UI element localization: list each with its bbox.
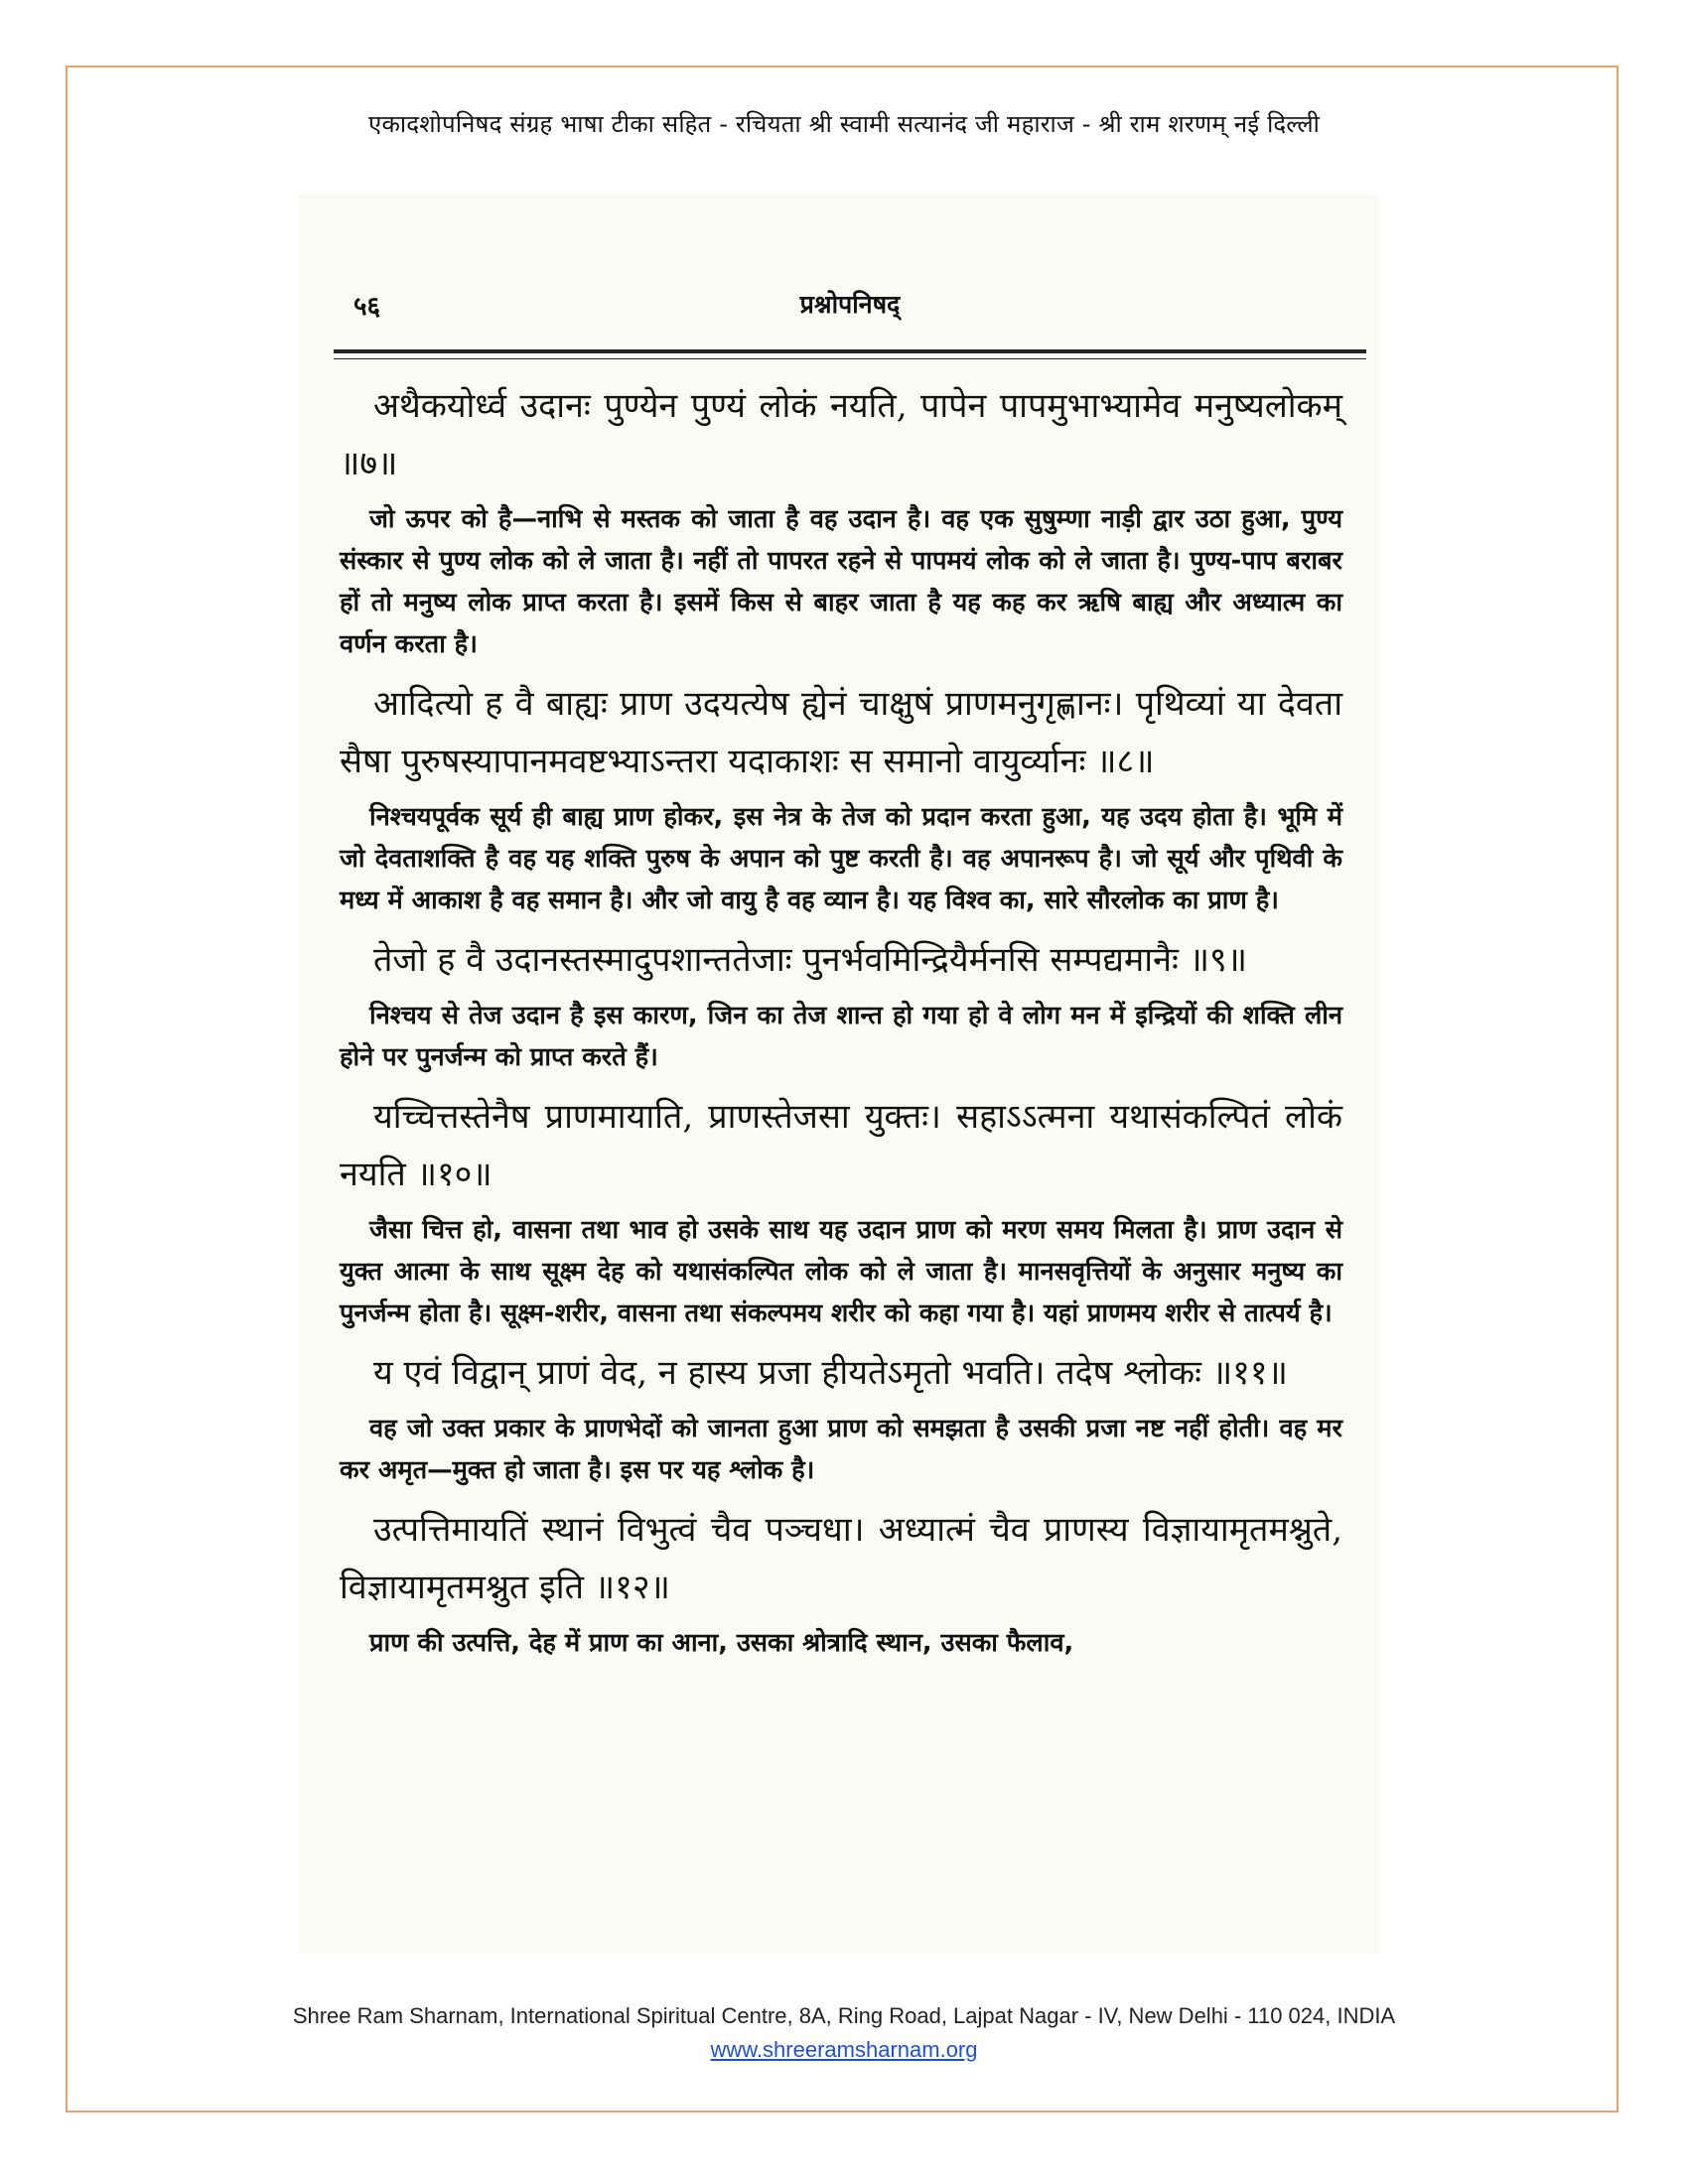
verse-paragraph: आदित्यो ह वै बाह्यः प्राण उदयत्येष ह्येनं चाक्षुषं प्राणमनुगृह्णानः। पृथिव्यां या देवता सैषा पुरुषस्यापानमवष्टभ्याऽन्तरा यदाकाशः स समानो वायुर्व्यानः ॥८॥ [340, 684, 1342, 781]
page-body [340, 377, 1342, 1674]
verse-paragraph: यच्चित्तस्तेनैष प्राणमायाति, प्राणस्तेजसा युक्तः। सहाऽऽत्मना यथासंकल्पितं लोकं नयति ॥१०॥ [340, 1097, 1342, 1194]
verse-paragraph: अथैकयोर्ध्व उदानः पुण्येन पुण्यं लोकं नयति, पापेन पापमुभाभ्यामेव मनुष्यलोकम् ॥७॥ [340, 386, 1342, 483]
website-link[interactable]: www.shreeramsharnam.org [710, 2037, 978, 2062]
commentary-paragraph: जो ऊपर को है—नाभि से मस्तक को जाता है वह उदान है। वह एक सुषुम्णा नाड़ी द्वार उठा हुआ, पुण्य संस्कार से पुण्य लोक को ले जाता है। नहीं तो पापरत रहने से पापमयं लोक को ले जाता है। पुण्य-पाप बराबर हों तो मनुष्य लोक प्राप्त करता है। इसमें किस से बाहर जाता है यह कह कर ऋषि बाह्य और अध्यात्म का वर्णन करता है। [340, 504, 1342, 659]
verse-paragraph: य एवं विद्वान् प्राणं वेद, न हास्य प्रजा हीयतेऽमृतो भवति। तदेष श्लोकः ॥११॥ [373, 1353, 1288, 1393]
verse-paragraph: तेजो ह वै उदानस्तस्मादुपशान्ततेजाः पुनर्भवमिन्द्रियैर्मनसि सम्पद्यमानैः ॥९॥ [373, 940, 1248, 980]
page-header: एकादशोपनिषद संग्रह भाषा टीका सहित - रचियता श्री स्वामी सत्यानंद जी महाराज - श्री राम शरणम् नई दिल्ली [367, 110, 1321, 138]
page-number: ५६ [353, 292, 381, 322]
footer-address: Shree Ram Sharnam, International Spiritual Centre, 8A, Ring Road, Lajpat Nagar - IV, New Delhi - 110 024, INDIA [292, 2003, 1396, 2028]
running-title: प्रश्नोपनिषद् [799, 290, 901, 319]
commentary-paragraph: जैसा चित्त हो, वासना तथा भाव हो उसके साथ यह उदान प्राण को मरण समय मिलता है। प्राण उदान से युक्त आत्मा के साथ सूक्ष्म देह को यथासंकल्पित लोक को ले जाता है। मानसवृत्तियों के अनुसार मनुष्य का पुनर्जन्म होता है। सूक्ष्म-शरीर, वासना तथा संकल्पमय शरीर को कहा गया है। यहां प्राणमय शरीर से तात्पर्य है। [340, 1215, 1342, 1328]
header-rule-thin [334, 358, 1366, 359]
commentary-paragraph: निश्चयपूर्वक सूर्य ही बाह्य प्राण होकर, इस नेत्र के तेज को प्रदान करता हुआ, यह उदय होता है। भूमि में जो देवताशक्ति है वह यह शक्ति पुरुष के अपान को पुष्ट करती है। वह अपानरूप है। जो सूर्य और पृथिवी के मध्य में आकाश है वह समान है। और जो वायु है वह व्यान है। यह विश्व का, सारे सौरलोक का प्राण है। [340, 802, 1342, 915]
running-head [334, 287, 1366, 327]
commentary-paragraph: निश्चय से तेज उदान है इस कारण, जिन का तेज शान्त हो गया हो वे लोग मन में इन्द्रियों की शक्ति लीन होने पर पुनर्जन्म को प्राप्त करते हैं। [340, 1001, 1342, 1072]
commentary-paragraph: प्राण की उत्पत्ति, देह में प्राण का आना, उसका श्रोत्रादि स्थान, उसका फैलाव, [369, 1628, 1074, 1658]
footer-link-wrap [0, 2037, 1688, 2063]
header-rule-thick [334, 349, 1366, 353]
verse-paragraph: उत्पत्तिमायतिं स्थानं विभुत्वं चैव पञ्चधा। अध्यात्मं चैव प्राणस्य विज्ञायामृतमश्नुते, विज्ञायामृतमश्नुत इति ॥१२॥ [340, 1510, 1342, 1607]
commentary-paragraph: वह जो उक्त प्रकार के प्राणभेदों को जानता हुआ प्राण को समझता है उसकी प्रजा नष्ट नहीं होती। वह मर कर अमृत—मुक्त हो जाता है। इस पर यह श्लोक है। [340, 1414, 1342, 1485]
